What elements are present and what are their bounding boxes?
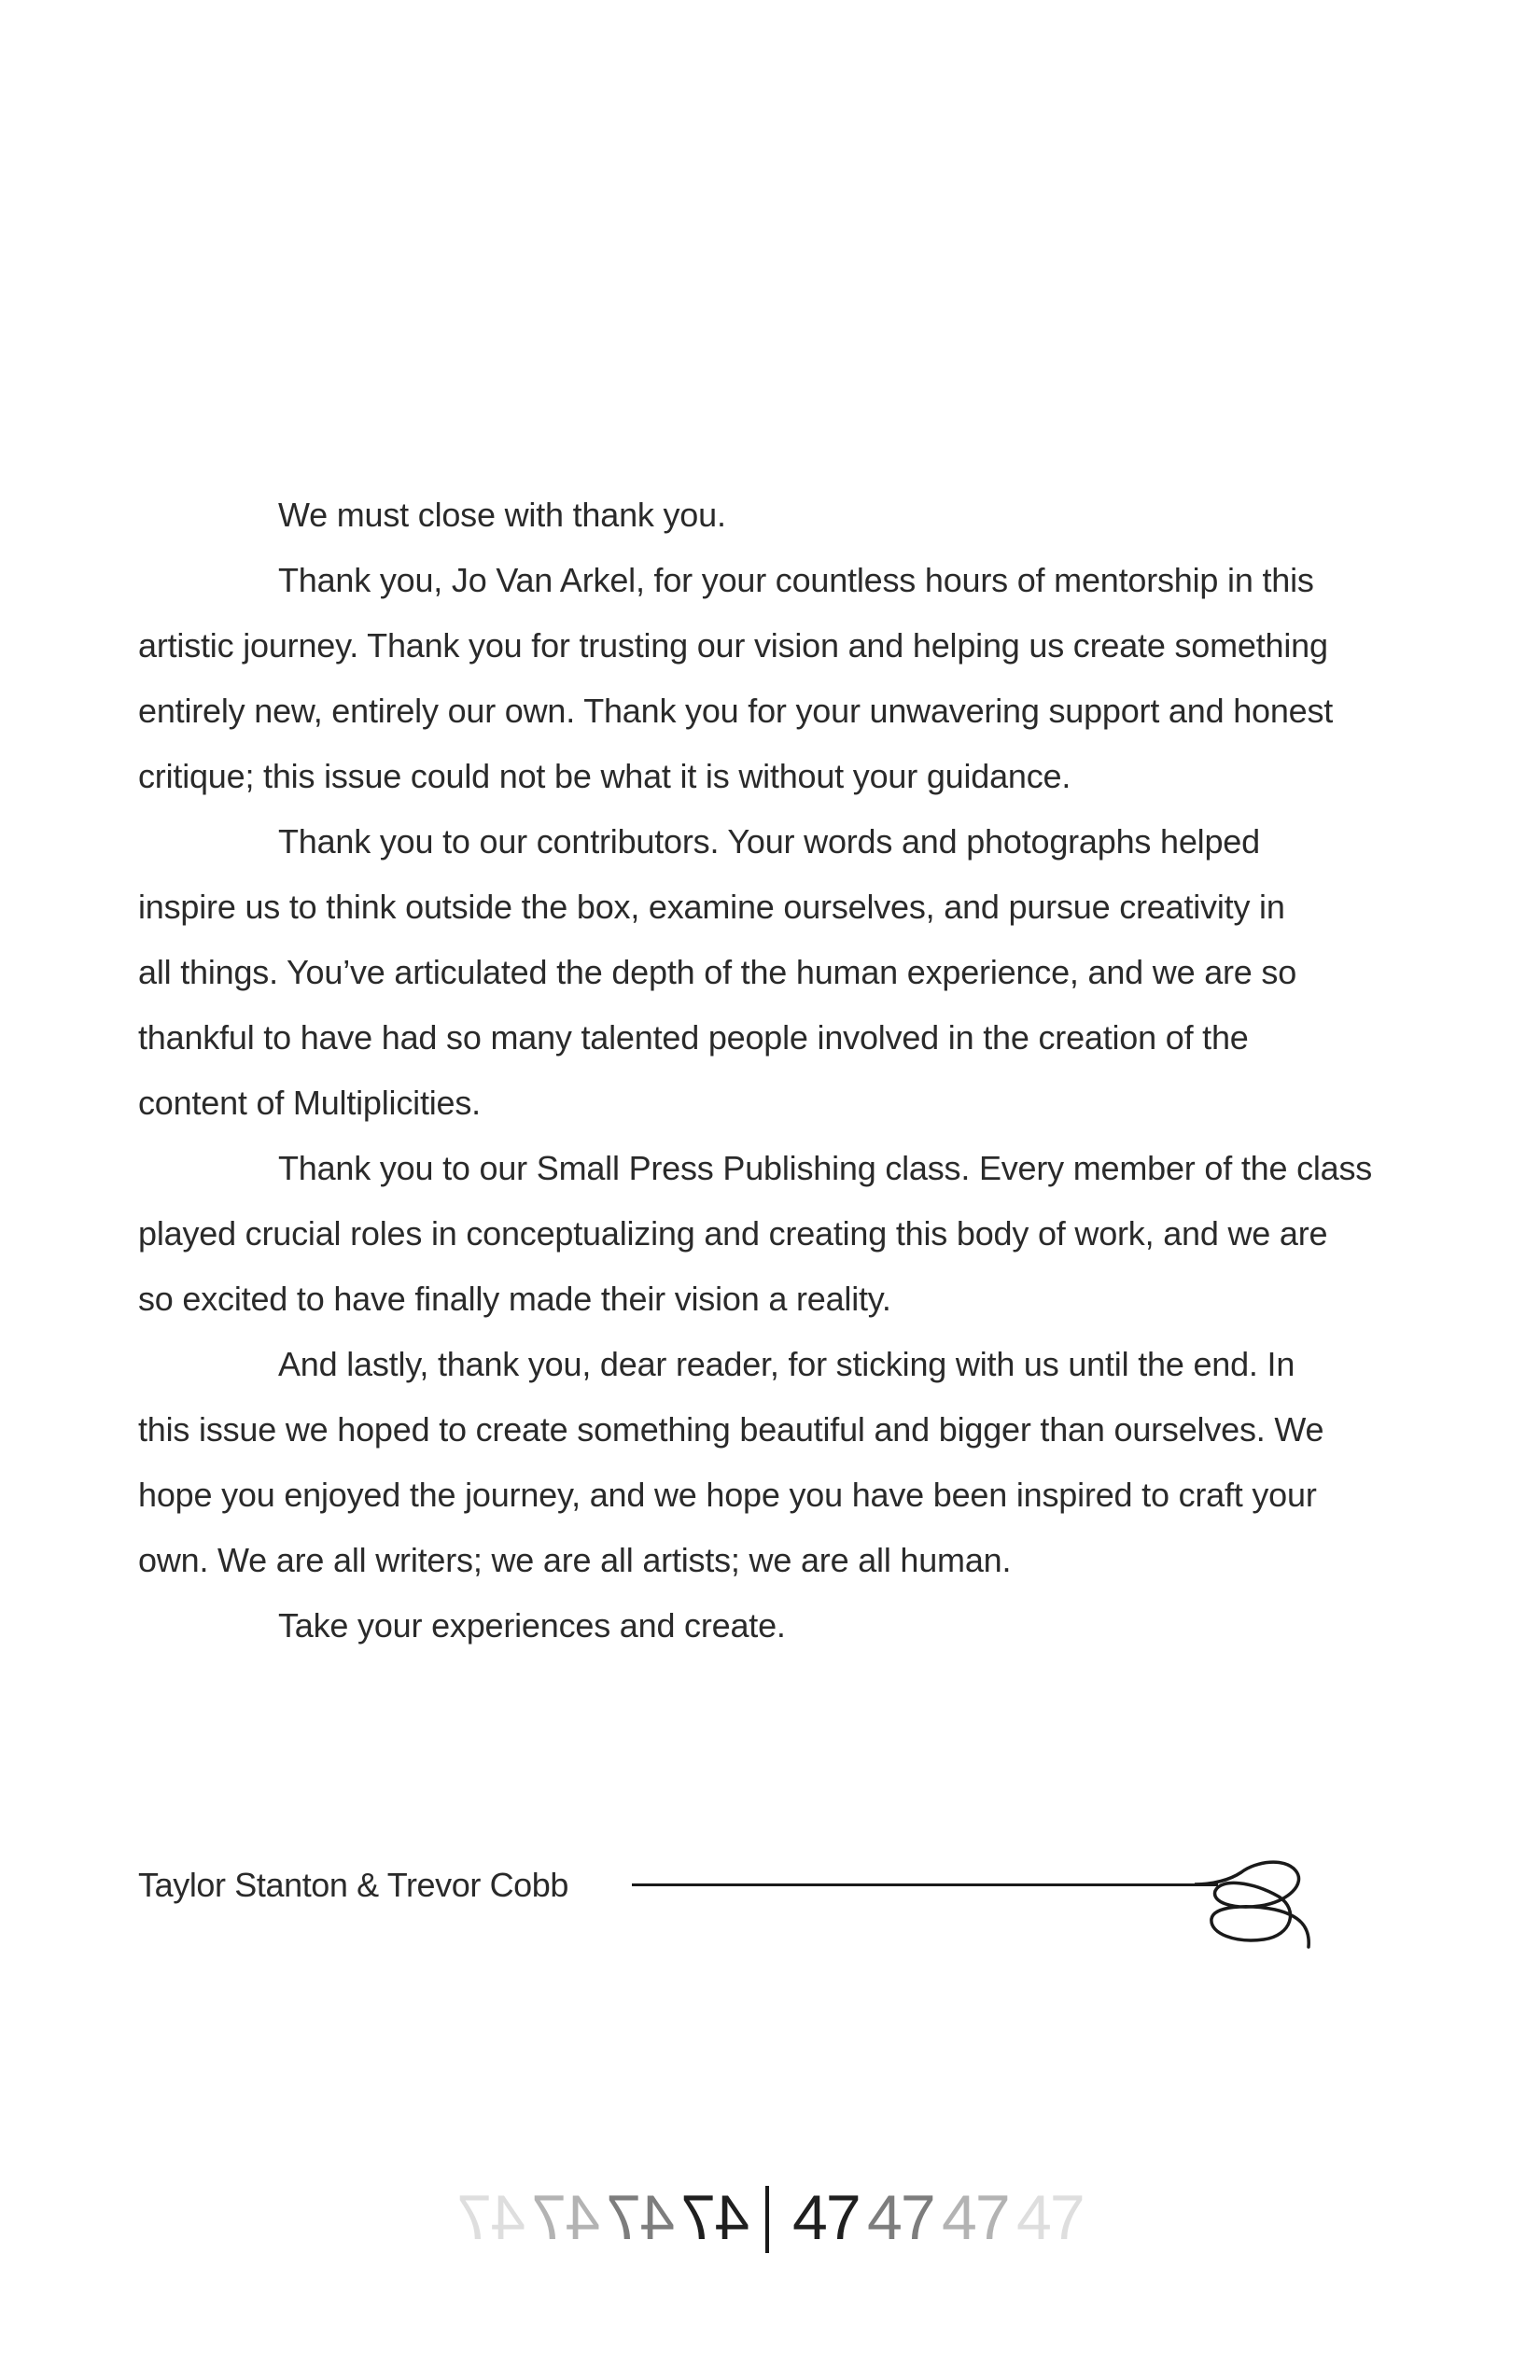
paragraph-line: all things. You’ve articulated the depth of the human experience, and we are so — [138, 953, 1297, 991]
paragraph-line: Thank you, Jo Van Arkel, for your countless hours of mentorship in this — [278, 561, 1314, 599]
paragraph-line: thankful to have had so many talented people involved in the creation of the — [138, 1018, 1249, 1057]
paragraph-line: this issue we hoped to create something beautiful and bigger than ourselves. We — [138, 1410, 1324, 1449]
signature-scribble-icon — [1195, 1852, 1316, 1949]
page-number-mirrored: 47 — [608, 2182, 675, 2253]
folio-divider — [765, 2186, 769, 2253]
paragraph-line: Take your experiences and create. — [278, 1606, 786, 1645]
paragraph-line: We must close with thank you. — [278, 496, 726, 534]
signature-names: Taylor Stanton & Trevor Cobb — [138, 1866, 569, 1904]
paragraph-line: And lastly, thank you, dear reader, for sticking with us until the end. In — [278, 1345, 1295, 1383]
paragraph-line: entirely new, entirely our own. Thank you for your unwavering support and honest — [138, 692, 1334, 730]
signature-rule — [632, 1883, 1218, 1886]
page-number-mirrored: 47 — [682, 2182, 749, 2253]
page-number-echo: 47 — [942, 2182, 1009, 2253]
page-number-echo: 47 — [1016, 2182, 1084, 2253]
paragraph-line: so excited to have finally made their vision a reality. — [138, 1280, 891, 1318]
paragraph-line: Thank you to our Small Press Publishing class. Every member of the class — [278, 1149, 1373, 1187]
page-number-echo: 47 — [867, 2182, 934, 2253]
paragraph-line: hope you enjoyed the journey, and we hope you have been inspired to craft your — [138, 1476, 1317, 1514]
paragraph-line: critique; this issue could not be what it is without your guidance. — [138, 757, 1071, 795]
paragraph-line: artistic journey. Thank you for trusting our vision and helping us create something — [138, 626, 1328, 665]
paragraph-line: Thank you to our contributors. Your words and photographs helped — [278, 822, 1260, 861]
paragraph-line: inspire us to think outside the box, examine ourselves, and pursue creativity in — [138, 888, 1285, 926]
page-number-mirrored: 47 — [458, 2182, 525, 2253]
paragraph-line: played crucial roles in conceptualizing and creating this body of work, and we are — [138, 1214, 1328, 1253]
paragraph-line: own. We are all writers; we are all artists; we are all human. — [138, 1541, 1012, 1579]
closing-letter — [138, 483, 1482, 1659]
page-number: 47 — [792, 2182, 860, 2253]
page-number-mirrored: 47 — [533, 2182, 600, 2253]
paragraph-line: content of Multiplicities. — [138, 1084, 481, 1122]
